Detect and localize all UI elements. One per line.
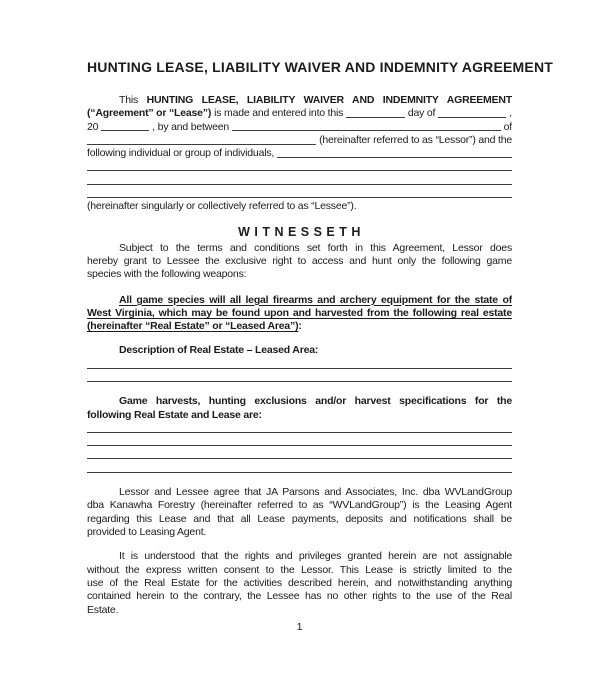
text-line <box>87 107 512 120</box>
agent-line-1: Lessor and Lessee agree that JA Parsons and Associates, Inc. dba WVLandGroup <box>119 486 512 499</box>
lead-in-text: This <box>119 94 139 106</box>
rights-line-4: contained herein to the contrary, the Lessee has no other rights to the use of the Real <box>87 590 512 603</box>
rights-paragraph <box>87 550 512 616</box>
harvests-blank-field <box>87 458 512 459</box>
text-line <box>87 255 512 268</box>
page-number: 1 <box>296 620 303 633</box>
text-line <box>87 200 512 213</box>
text-line <box>87 577 512 590</box>
harvests-line-1: Game harvests, hunting exclusions and/or harvest specifications for the <box>119 395 512 408</box>
description-blank-field <box>87 368 512 369</box>
species-line-3: (hereinafter “Real Estate” or “Leased Area”) <box>87 320 299 333</box>
lessor-clause-text: (hereinafter referred to as “Lessor”) and the <box>319 133 512 146</box>
lessee-names-blank-field <box>87 170 512 171</box>
species-paragraph <box>87 294 512 334</box>
grant-line-3: species with the following weapons: <box>87 268 247 281</box>
text-line <box>87 499 512 512</box>
rights-line-5: Estate. <box>87 603 119 616</box>
text-line <box>87 590 512 603</box>
text-line <box>87 564 512 577</box>
harvests-blank-field <box>87 445 512 446</box>
day-blank-field <box>346 117 405 118</box>
text-line <box>87 94 512 107</box>
individuals-clause-text: following individual or group of individuals, <box>87 147 275 160</box>
month-blank-field <box>438 117 506 118</box>
grant-paragraph <box>87 242 512 282</box>
text-line <box>87 268 512 281</box>
text-line <box>87 409 512 422</box>
entered-text: is made and entered into this <box>214 107 344 120</box>
text-line <box>87 307 512 320</box>
text-line <box>87 242 512 255</box>
text-line <box>87 604 512 617</box>
grant-line-1: Subject to the terms and conditions set forth in this Agreement, Lessor does <box>119 241 512 254</box>
lessee-names-blank-field <box>87 184 512 185</box>
leasing-agent-paragraph <box>87 486 512 539</box>
description-section <box>87 344 512 384</box>
blank-line <box>87 174 512 187</box>
document-title: HUNTING LEASE, LIABILITY WAIVER AND INDEMNITY AGREEMENT <box>87 59 554 75</box>
text-line <box>87 121 512 134</box>
blank-line <box>87 435 512 448</box>
blank-line <box>87 422 512 435</box>
text-line <box>87 147 512 160</box>
blank-line <box>87 160 512 173</box>
agent-line-2: dba Kanawha Forestry (hereinafter referred to as “WVLandGroup”) is the Leasing Agent <box>87 499 512 512</box>
blank-line <box>87 358 512 371</box>
blank-line <box>87 449 512 462</box>
blank-line <box>87 371 512 384</box>
harvests-blank-field <box>87 432 512 433</box>
blank-line <box>87 462 512 475</box>
witnesseth-heading: W I T N E S S E T H <box>238 224 361 239</box>
lessee-names-blank-field <box>277 157 512 158</box>
description-blank-field <box>87 381 512 382</box>
agent-line-3: regarding this Lease and that all Lease payments, deposits and notifications shall be <box>87 512 512 525</box>
year-blank-field <box>101 130 149 131</box>
text-line <box>87 526 512 539</box>
lessor-name-blank-field <box>232 130 501 131</box>
comma-text: , <box>509 107 512 120</box>
agreement-alias-text: (“Agreement” or “Lease”) <box>87 107 212 120</box>
description-heading: Description of Real Estate – Leased Area: <box>119 344 319 357</box>
of-label: of <box>503 120 512 133</box>
species-line-3-colon: : <box>298 320 302 333</box>
year-prefix-text: 20 <box>87 120 99 133</box>
rights-line-1: It is understood that the rights and privileges granted herein are not assignable <box>119 550 512 563</box>
rights-line-3: use of the Real Estate for the activities described herein, and notwithstanding anything <box>87 576 512 589</box>
lessor-address-blank-field <box>87 144 316 145</box>
text-line <box>87 486 512 499</box>
agreement-name-text: HUNTING LEASE, LIABILITY WAIVER AND INDEMNITY AGREEMENT <box>146 94 512 106</box>
text-line <box>87 344 512 357</box>
harvests-blank-field <box>87 472 512 473</box>
grant-line-2: hereby grant to Lessee the exclusive right to access and hunt only the following game <box>87 254 512 267</box>
text-line <box>87 550 512 563</box>
text-line <box>87 294 512 307</box>
blank-line <box>87 187 512 200</box>
lessee-clause-text: (hereinafter singularly or collectively referred to as “Lessee”). <box>87 200 357 213</box>
lessee-names-blank-field <box>87 197 512 198</box>
text-line <box>87 513 512 526</box>
species-line-1: All game species will all legal firearms and archery equipment for the state of <box>119 293 512 306</box>
by-and-between-text: , by and between <box>152 120 230 133</box>
text-line <box>87 320 512 333</box>
species-line-2: West Virginia, which may be found upon and harvested from the following real estate <box>87 306 512 319</box>
text-line <box>87 134 512 147</box>
agent-line-4: provided to Leasing Agent. <box>87 526 207 539</box>
opening-paragraph <box>87 94 512 214</box>
harvests-line-2: following Real Estate and Lease are: <box>87 408 262 421</box>
day-of-label: day of <box>407 107 436 120</box>
text-line <box>87 395 512 408</box>
harvests-section <box>87 395 512 475</box>
rights-line-2: without the express written consent to the Lessor. This Lease is strictly limited to the <box>87 563 512 576</box>
